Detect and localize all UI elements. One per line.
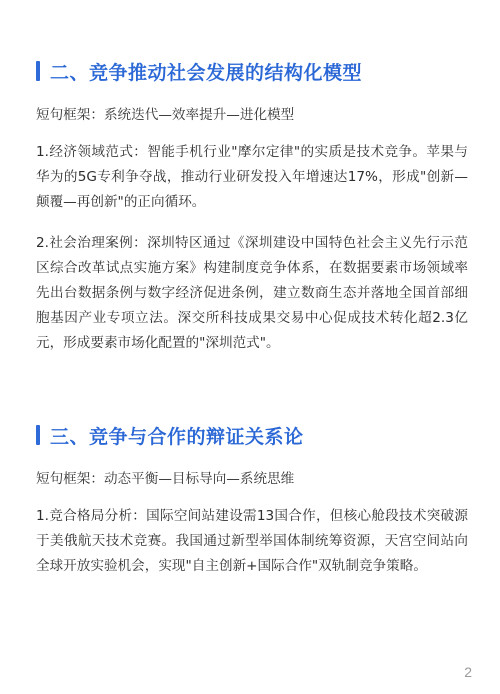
section-heading-text: 三、竞争与合作的辩证关系论 xyxy=(50,425,304,448)
section-competition-cooperation xyxy=(36,420,468,593)
section-heading xyxy=(36,420,468,450)
heading-accent-bar-icon xyxy=(36,425,40,445)
section-structural-model xyxy=(36,56,468,370)
short-sentence-framework: 短句框架：动态平衡—目标导向—系统思维 xyxy=(36,471,295,487)
heading-accent-bar-icon xyxy=(36,61,40,81)
paragraph-coopetition-analysis: 1.竞合格局分析：国际空间站建设需13国合作，但核心舱段技术突破源于美俄航天技术竞赛。我国通过新型举国体制统筹资源，天宫空间站向全球开放实验机会，实现"自主创新+国际合作"双轨制竞争策略。 xyxy=(36,508,468,574)
paragraph-governance-case: 2.社会治理案例：深圳特区通过《深圳建设中国特色社会主义先行示范区综合改革试点实施方案》构建制度竞争体系，在数据要素市场领域率先出台数据条例与数字经济促进条例，建立数商生态并落地全国首部细胞基因产业专项立法。深交所科技成果交易中心促成技术转化超2.3亿元，形成要素市场化配置的"深圳范式"。 xyxy=(36,235,468,351)
page-number: 2 xyxy=(464,664,472,680)
short-sentence-framework: 短句框架：系统迭代—效率提升—进化模型 xyxy=(36,107,295,123)
paragraph-economic-paradigm: 1.经济领域范式：智能手机行业"摩尔定律"的实质是技术竞争。苹果与华为的5G专利争夺战，推动行业研发投入年增速达17%，形成"创新—颠覆—再创新"的正向循环。 xyxy=(36,144,468,210)
section-heading-text: 二、竞争推动社会发展的结构化模型 xyxy=(50,61,363,84)
section-heading xyxy=(36,56,468,86)
